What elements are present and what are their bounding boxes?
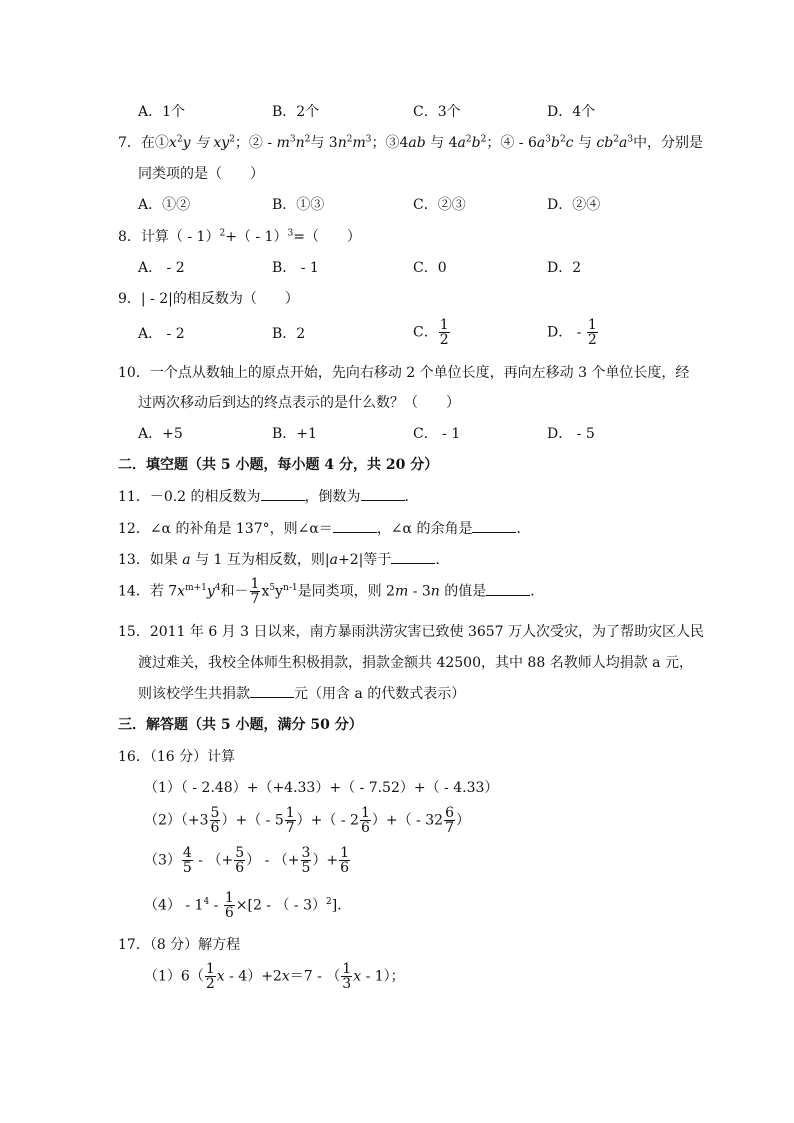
q6-option-b: B．2个 (272, 104, 320, 120)
q11-blank-1[interactable] (261, 488, 305, 501)
q10-option-c: C． - 1 (413, 426, 461, 442)
q8-option-a: A． - 2 (138, 260, 185, 276)
q10-stem-line1: 10．一个点从数轴上的原点开始，先向右移动 2 个单位长度，再向左移动 3 个单位长度，经 (118, 365, 690, 381)
q14-blank[interactable] (486, 583, 530, 596)
q16-part1: （1）（ - 2.48）+（+4.33）+（ - 7.52）+（ - 4.33） (144, 780, 499, 796)
q12-blank-1[interactable] (333, 520, 377, 533)
q7-option-a: A．①② (138, 197, 191, 213)
q6-option-a: A．1个 (138, 104, 186, 120)
q13-blank[interactable] (391, 551, 435, 564)
q15-line1: 15．2011 年 6 月 3 日以来，南方暴雨洪涝灾害已致使 3657 万人次受灾，为了帮助灾区人民 (118, 624, 705, 640)
q12-stem: 12．∠α 的补角是 137°，则∠α＝ ，∠α 的余角是 ． (118, 521, 531, 537)
q6-option-d: D．4个 (547, 104, 596, 120)
q7-option-d: D．②④ (547, 197, 601, 213)
q12-blank-2[interactable] (472, 520, 516, 533)
q6-option-c: C．3个 (413, 104, 461, 120)
q14-stem: 14．若 $7x^{m+1}y^4$和－ $\frac{1}{7}$ $x^5y^{n-1}$是同类项，则 2m - 3n 的值是 ． (118, 576, 545, 607)
q16-part4: $(4) - 1^4$ - $\frac{1}{6}$ ×[2 - （ - 3）$^2$]． (144, 890, 352, 921)
q7-stem-line2: 同类项的是（ ） (138, 166, 264, 182)
q11-blank-2[interactable] (361, 488, 405, 501)
q10-option-d: D． - 5 (547, 426, 595, 442)
q10-option-a: A．+5 (138, 426, 183, 442)
q11-stem: 11．－0.2 的相反数为 ，倒数为 ． (118, 489, 419, 505)
q16-part3: （3） $\frac{4}{5}$ - （+ $\frac{5}{6}$ ） - （+ $\frac{3}{5}$ ）+ $\frac{1}{6}$ (144, 845, 350, 876)
q15-blank[interactable] (250, 685, 294, 698)
q8-option-c: C．0 (413, 260, 447, 276)
section-solve-heading: 三．解答题（共 5 小题，满分 50 分） (118, 717, 363, 733)
q9-option-b: B．2 (272, 326, 306, 342)
q7-option-c: C．②③ (413, 197, 466, 213)
q17-part1: （1）6（ $\frac{1}{2}$ x - 4）+2x＝7 - （ $\frac{1}{3}$ x - 1）； (144, 961, 405, 992)
section-fill-in-heading: 二．填空题（共 5 小题，每小题 4 分，共 20 分） (118, 457, 439, 473)
q9-option-d: D． - $\frac{1}{2}$ (547, 317, 597, 348)
q10-stem-line2: 过两次移动后到达的终点表示的是什么数？（ ） (138, 395, 460, 411)
q16-title: 16．（16 分）计算 (118, 749, 236, 765)
q7-option-b: B．①③ (272, 197, 325, 213)
q17-title: 17．（8 分）解方程 (118, 937, 241, 953)
q13-stem: 13．如果 a 与 1 互为相反数，则|a+2|等于 ． (118, 552, 450, 568)
q9-stem: 9．| - 2|的相反数为（ ） (118, 291, 299, 307)
q7-stem: 7．在$①x^2y$ 与 $xy^2$；② - $m^3n^2$与 $3n^2m^3$；③4ab 与 $4a^2b^2$；④ - $6a^3b^2c$ 与 $cb^2a^3$中，分别是 (118, 134, 704, 151)
q15-line3: 则该校学生共捐款 元（用含 a 的代数式表示） (138, 686, 466, 702)
q10-option-b: B．+1 (272, 426, 317, 442)
q8-option-b: B． - 1 (272, 260, 319, 276)
q16-part2: （2）（+3 $\frac{5}{6}$ ）+（ - 5 $\frac{1}{7}$ ）+（ - 2 $\frac{1}{6}$ ）+（ - 32 $\frac{6}{7}$ ） (144, 805, 470, 836)
q8-stem: 8．计算（ - 1）$^2$+（ - 1）$^3$=（ ） (118, 228, 361, 245)
q15-line2: 渡过难关，我校全体师生积极捐款，捐款金额共 42500，其中 88 名教师人均捐款 a 元， (138, 655, 693, 671)
q8-option-d: D．2 (547, 260, 582, 276)
q9-option-c: C． $\frac{1}{2}$ (413, 317, 449, 348)
q9-option-a: A． - 2 (138, 326, 185, 342)
